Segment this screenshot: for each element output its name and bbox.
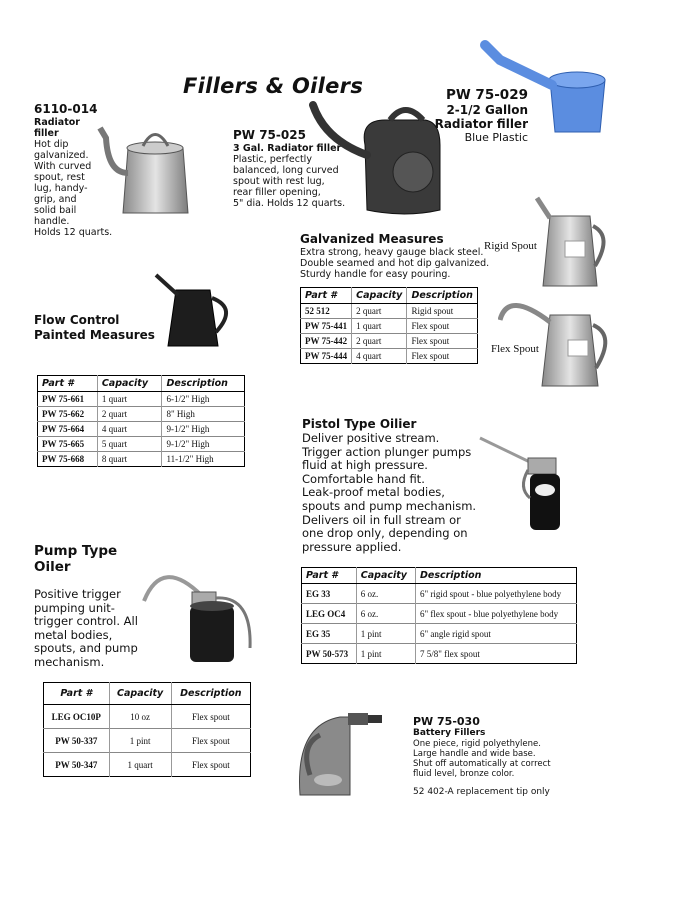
column-header: Part # (301, 288, 352, 304)
galvanized-measures-section (300, 232, 489, 280)
desc-line: rear filler opening, (233, 187, 321, 198)
cell-capacity: 1 pint (356, 624, 415, 644)
cell-capacity: 5 quart (97, 437, 162, 452)
table-row (38, 392, 245, 407)
section-heading: Pistol Type Oilier (302, 417, 417, 431)
pump-oiler-image (142, 556, 262, 666)
cell-capacity: 10 oz (109, 705, 171, 729)
replacement-tip-note: 52 402-A replacement tip only (413, 787, 550, 797)
desc-line: spout, rest (34, 172, 85, 183)
desc-line: balanced, long curved (233, 165, 339, 176)
table-header-row (301, 288, 478, 304)
cell-part: PW 75-665 (38, 437, 98, 452)
table-row (301, 349, 478, 364)
desc-line: fluid level, bronze color. (413, 769, 515, 779)
rigid-spout-measure-image (535, 196, 615, 291)
galvanized-radiator-filler-image (88, 118, 198, 218)
cell-capacity: 1 pint (356, 644, 415, 664)
desc-line: pumping unit- (34, 600, 115, 615)
cell-description: 7 5/8" flex spout (415, 644, 576, 664)
cell-part: PW 75-661 (38, 392, 98, 407)
cell-part: EG 35 (302, 624, 357, 644)
cell-part: PW 75-662 (38, 407, 98, 422)
cell-capacity: 1 pint (109, 729, 171, 753)
flex-spout-measure-image (498, 290, 618, 390)
product-name-line: Radiator (34, 117, 80, 128)
table-header-row (302, 568, 577, 584)
cell-part: PW 75-664 (38, 422, 98, 437)
cell-capacity: 6 oz. (356, 584, 415, 604)
column-header: Part # (44, 683, 110, 705)
flow-control-table (37, 375, 245, 467)
cell-capacity: 6 oz. (356, 604, 415, 624)
table-header-row (38, 376, 245, 392)
cell-description: 8" High (162, 407, 245, 422)
column-header: Description (407, 288, 478, 304)
cell-description: 6-1/2" High (162, 392, 245, 407)
product-pw-75-030 (413, 715, 551, 798)
desc-line: Shut off automatically at correct (413, 759, 551, 769)
desc-line: Holds 12 quarts. (34, 227, 113, 238)
cell-part: EG 33 (302, 584, 357, 604)
section-heading: Flow Control (34, 313, 120, 327)
table-row (44, 729, 251, 753)
pistol-oilier-table (301, 567, 577, 664)
cell-description: 9-1/2" High (162, 422, 245, 437)
cell-capacity: 4 quart (352, 349, 407, 364)
table-row (38, 452, 245, 467)
table-row (302, 624, 577, 644)
cell-part: PW 75-668 (38, 452, 98, 467)
pump-oiler-table (43, 682, 251, 777)
part-number: 6110-014 (34, 102, 98, 116)
desc-line: handle. (34, 216, 70, 227)
desc-line: Leak-proof metal bodies, (302, 485, 445, 500)
cell-part: PW 50-347 (44, 753, 110, 777)
desc-line: fluid at high pressure. (302, 458, 428, 473)
black-plastic-radiator-filler-image (305, 100, 445, 220)
table-row (302, 584, 577, 604)
cell-description: 6" rigid spout - blue polyethylene body (415, 584, 576, 604)
column-header: Description (162, 376, 245, 392)
desc-line: Positive trigger (34, 587, 121, 601)
column-header: Description (415, 568, 576, 584)
cell-description: Flex spout (407, 349, 478, 364)
cell-part: PW 50-573 (302, 644, 357, 664)
section-heading: Pump Type (34, 543, 118, 559)
desc-line: trigger control. All (34, 614, 138, 629)
section-heading: Painted Measures (34, 328, 155, 342)
cell-part: LEG OC10P (44, 705, 110, 729)
product-name-line: filler (34, 128, 59, 139)
desc-line: lug, handy- (34, 183, 88, 194)
cell-description: Flex spout (171, 729, 250, 753)
cell-description: 6" flex spout - blue polyethylene body (415, 604, 576, 624)
column-header: Part # (302, 568, 357, 584)
pistol-oilier-section (302, 417, 476, 554)
page-title: Fillers & Oilers (183, 74, 364, 98)
column-header: Capacity (97, 376, 162, 392)
desc-line: spout with rest lug, (233, 176, 325, 187)
table-row (38, 437, 245, 452)
table-header-row (44, 683, 251, 705)
pump-oiler-section (34, 543, 117, 575)
galvanized-measures-table (300, 287, 478, 364)
table-row (44, 705, 251, 729)
desc-line: mechanism. (34, 654, 105, 669)
desc-line: one drop only, depending on (302, 526, 468, 541)
desc-line: spouts and pump mechanism. (302, 498, 477, 513)
desc-line: galvanized. (34, 150, 89, 161)
label-rigid-spout: Rigid Spout (484, 240, 537, 252)
cell-part: PW 50-337 (44, 729, 110, 753)
table-row (302, 644, 577, 664)
desc-line: pressure applied. (302, 539, 402, 554)
table-row (38, 407, 245, 422)
flow-control-section (34, 313, 155, 343)
cell-capacity: 8 quart (97, 452, 162, 467)
desc-line: Hot dip (34, 139, 69, 150)
desc-line: Extra strong, heavy gauge black steel. (300, 247, 484, 258)
desc-line: Plastic, perfectly (233, 154, 312, 165)
cell-capacity: 2 quart (352, 304, 407, 319)
battery-filler-image (290, 705, 390, 800)
column-header: Capacity (356, 568, 415, 584)
cell-capacity: 2 quart (97, 407, 162, 422)
cell-part: PW 75-442 (301, 334, 352, 349)
cell-description: Flex spout (407, 334, 478, 349)
cell-capacity: 1 quart (352, 319, 407, 334)
table-row (301, 319, 478, 334)
desc-line: Deliver positive stream. (302, 431, 440, 445)
desc-line: With curved (34, 161, 92, 172)
table-row (301, 304, 478, 319)
desc-line: Comfortable hand fit. (302, 471, 425, 486)
cell-part: PW 75-444 (301, 349, 352, 364)
table-row (301, 334, 478, 349)
desc-line: solid bail (34, 205, 77, 216)
cell-description: 6" angle rigid spout (415, 624, 576, 644)
desc-line: Delivers oil in full stream or (302, 512, 461, 527)
product-name: 3 Gal. Radiator filler (233, 143, 342, 154)
label-flex-spout: Flex Spout (491, 343, 539, 355)
pump-oiler-description (34, 588, 138, 670)
column-header: Capacity (109, 683, 171, 705)
cell-part: LEG OC4 (302, 604, 357, 624)
product-name: 2-1/2 Gallon (446, 103, 528, 117)
cell-description: 11-1/2" High (162, 452, 245, 467)
cell-capacity: 4 quart (97, 422, 162, 437)
cell-part: 52 512 (301, 304, 352, 319)
painted-measure-image (148, 270, 243, 350)
product-name: Radiator filler (434, 117, 528, 131)
pistol-oiler-image (478, 428, 568, 533)
table-row (44, 753, 251, 777)
part-number: PW 75-029 (445, 87, 528, 103)
cell-description: Flex spout (171, 753, 250, 777)
section-heading: Galvanized Measures (300, 232, 444, 246)
table-row (38, 422, 245, 437)
cell-description: 9-1/2" High (162, 437, 245, 452)
cell-description: Rigid spout (407, 304, 478, 319)
desc-line: spouts, and pump (34, 641, 138, 656)
part-number: PW 75-025 (233, 128, 306, 142)
section-heading: Oiler (34, 559, 71, 575)
desc-line: metal bodies, (34, 627, 113, 642)
cell-description: Flex spout (171, 705, 250, 729)
cell-capacity: 2 quart (352, 334, 407, 349)
product-pw-75-029 (435, 88, 528, 144)
cell-capacity: 1 quart (97, 392, 162, 407)
cell-part: PW 75-441 (301, 319, 352, 334)
desc-line: Sturdy handle for easy pouring. (300, 269, 451, 280)
column-header: Capacity (352, 288, 407, 304)
part-number: PW 75-030 (413, 715, 480, 728)
desc-line: Double seamed and hot dip galvanized. (300, 258, 490, 269)
desc-line: grip, and (34, 194, 77, 205)
desc-line: Trigger action plunger pumps (302, 444, 472, 459)
column-header: Part # (38, 376, 98, 392)
product-desc: Blue Plastic (464, 131, 528, 144)
cell-description: Flex spout (407, 319, 478, 334)
desc-line: 5" dia. Holds 12 quarts. (233, 198, 346, 209)
cell-capacity: 1 quart (109, 753, 171, 777)
desc-line: One piece, rigid polyethylene. (413, 739, 541, 749)
column-header: Description (171, 683, 250, 705)
desc-line: Large handle and wide base. (413, 749, 536, 759)
product-name: Battery Fillers (413, 728, 486, 738)
table-row (302, 604, 577, 624)
